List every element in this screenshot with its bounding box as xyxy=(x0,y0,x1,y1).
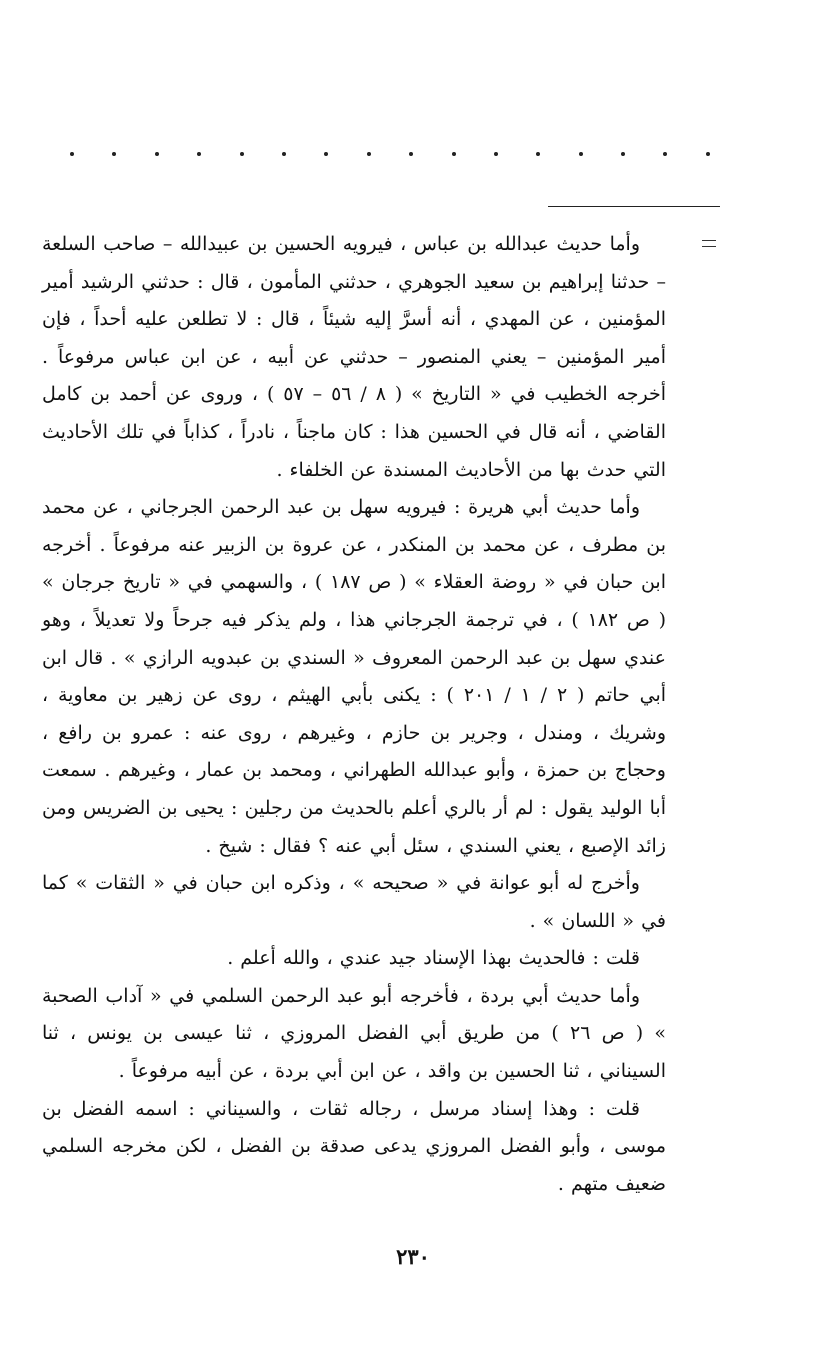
paragraph-ibn-abbas: وأما حديث عبدالله بن عباس ، فيرويه الحسين بن عبيدالله – صاحب السلعة – حدثنا إبراهيم بن سعيد الجوهري ، حدثني المأمون ، قال : حدثني الرشيد أمير المؤمنين ، عن المهدي ، أنه أسرَّ إليه شيئاً ، قال : لا تطلعن عليه أحداً ، فإن أمير المؤمنين – يعني المنصور – حدثني عن أبيه ، عن ابن عباس مرفوعاً . أخرجه الخطيب في « التاريخ » ( ٨ / ٥٦ – ٥٧ ) ، وروى عن أحمد بن كامل القاضي ، أنه قال في الحسين هذا : كان ماجناً ، نادراً ، كذاباً في تلك الأحاديث التي حدث بها من الأحاديث المسندة عن الخلفاء . xyxy=(42,233,666,481)
separator-dot xyxy=(324,152,328,156)
separator-dot xyxy=(197,152,201,156)
separator-dot xyxy=(494,152,498,156)
footnote-text-block xyxy=(42,226,666,1203)
separator-dot xyxy=(70,152,74,156)
separator-dot xyxy=(452,152,456,156)
footnote-rule xyxy=(548,206,720,207)
paragraph-abu-awana: وأخرج له أبو عوانة في « صحيحه » ، وذكره ابن حبان في « الثقات » كما في « اللسان » . xyxy=(42,872,666,932)
separator-dot xyxy=(240,152,244,156)
separator-dot xyxy=(409,152,413,156)
paragraph-isnad-comment: قلت : وهذا إسناد مرسل ، رجاله ثقات ، والسيناني : اسمه الفضل بن موسى ، وأبو الفضل المروزي يدعى صدقة بن الفضل ، لكن مخرجه السلمي ضعيف متهم . xyxy=(42,1097,666,1195)
paragraph-abu-hurairah: وأما حديث أبي هريرة : فيرويه سهل بن عبد الرحمن الجرجاني ، عن محمد بن مطرف ، عن محمد بن المنكدر ، عن عروة بن الزبير عنه مرفوعاً . أخرجه ابن حبان في « روضة العقلاء » ( ص ١٨٧ ) ، والسهمي في « تاريخ جرجان » ( ص ١٨٢ ) ، في ترجمة الجرجاني هذا ، ولم يذكر فيه جرحاً ولا تعديلاً ، وهو عندي سهل بن عبد الرحمن المعروف « السندي بن عبدويه الرازي » . قال ابن أبي حاتم ( ٢ / ١ / ٢٠١ ) : يكنى بأبي الهيثم ، روى عن زهير بن معاوية ، وشريك ، ومندل ، وجرير بن حازم ، وغيرهم ، روى عنه : عمرو بن رافع ، وحجاج بن حمزة ، وأبو عبدالله الطهراني ، ومحمد بن عمار ، وغيرهم . سمعت أبا الوليد يقول : لم أر بالري أعلم بالحديث من رجلين : يحيى بن الضريس ومن زائد الإصبع ، يعني السندي ، سئل أبي عنه ؟ فقال : شيخ . xyxy=(42,496,667,857)
separator-dot xyxy=(536,152,540,156)
separator-dot xyxy=(706,152,710,156)
separator-dot xyxy=(367,152,371,156)
page-number: ٢٣٠ xyxy=(396,1244,430,1269)
separator-dot xyxy=(579,152,583,156)
paragraph-abu-burdah: وأما حديث أبي بردة ، فأخرجه أبو عبد الرحمن السلمي في « آداب الصحبة » ( ص ٢٦ ) من طريق أبي الفضل المروزي ، ثنا عيسى بن يونس ، ثنا السيناني ، ثنا الحسين بن واقد ، عن ابن أبي بردة ، عن أبيه مرفوعاً . xyxy=(42,984,666,1083)
separator-dots xyxy=(70,152,710,156)
separator-dot xyxy=(621,152,625,156)
separator-dot xyxy=(663,152,667,156)
paragraph-verdict: قلت : فالحديث بهذا الإسناد جيد عندي ، والله أعلم . xyxy=(227,947,640,970)
footnote-continuation-mark xyxy=(702,240,716,248)
separator-dot xyxy=(155,152,159,156)
separator-dot xyxy=(282,152,286,156)
separator-dot xyxy=(112,152,116,156)
